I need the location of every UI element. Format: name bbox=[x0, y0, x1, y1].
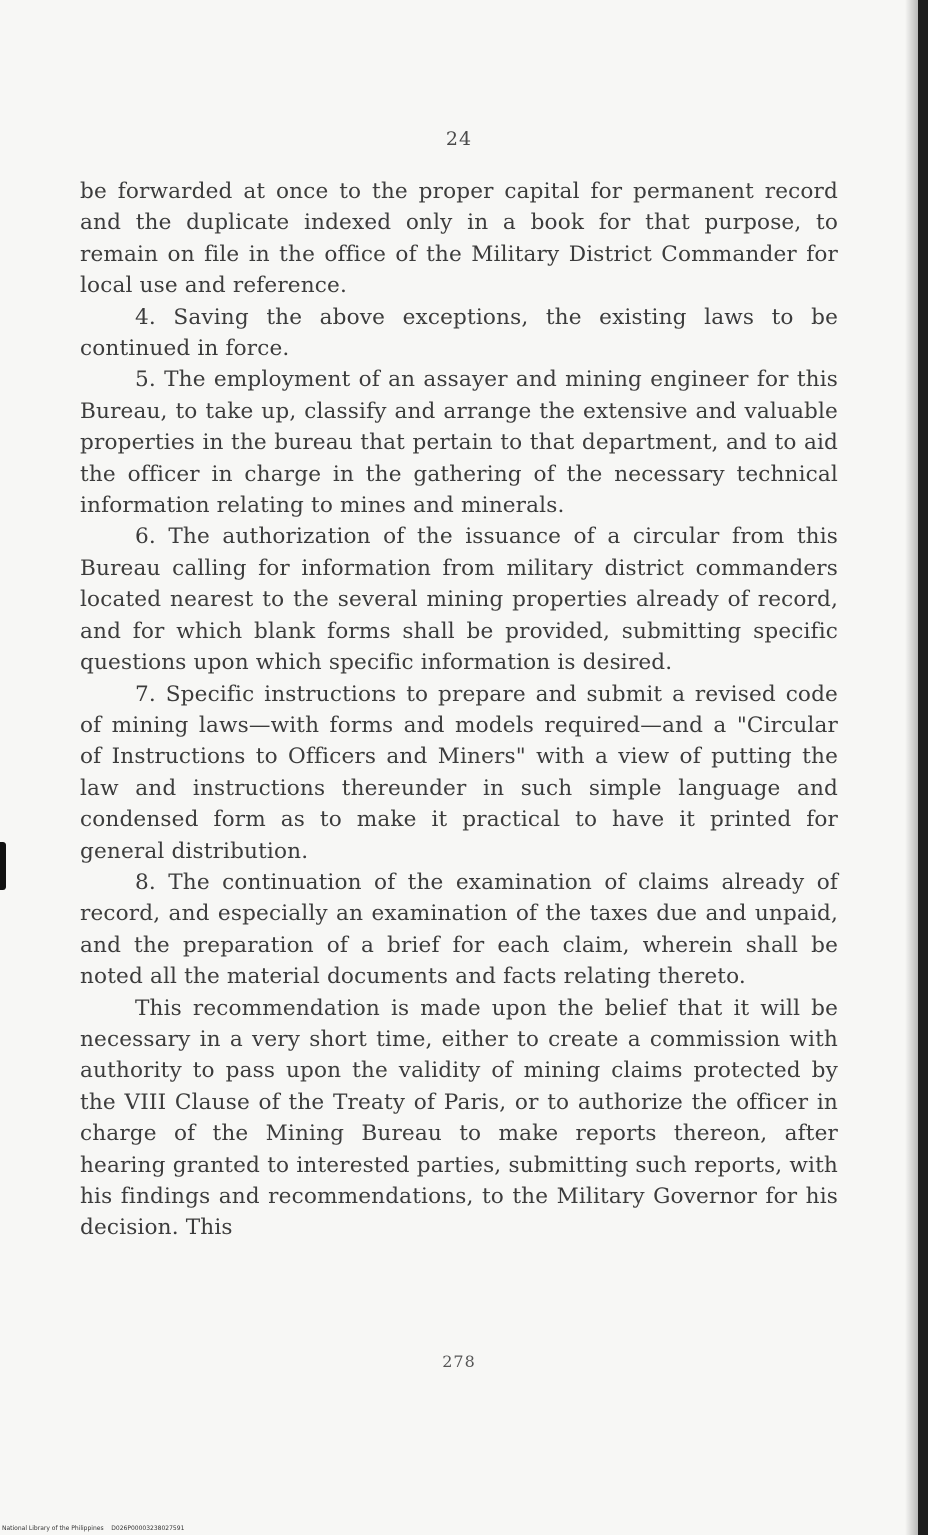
page-edge-shadow bbox=[905, 0, 918, 1535]
binding-edge-mark bbox=[0, 842, 6, 890]
scan-footer bbox=[2, 1525, 184, 1532]
paragraph-item-7: 7. Specific instructions to prepare and submit a revised code of mining laws—with forms and models required—and a "Circular of Instructions to Officers and Miners" with a view of putting the law and instructions thereunder in such simple language and condensed form as to make it practical to have it printed for general distribution. bbox=[80, 681, 838, 864]
paragraph-continuation: be forwarded at once to the proper capital for permanent record and the duplicate indexed only in a book for that purpose, to remain on file in the office of the Military District Commander for local use and reference. bbox=[80, 179, 838, 299]
paragraph-item-5: 5. The employment of an assayer and mining engineer for this Bureau, to take up, classify and arrange the extensive and valuable properties in the bureau that pertain to that department, and to aid the officer in charge in the gathering of the necessary technical information relating to mines and minerals. bbox=[80, 367, 838, 519]
page-number-bottom: 278 bbox=[442, 1352, 476, 1371]
paragraph-item-4: 4. Saving the above exceptions, the existing laws to be continued in force. bbox=[80, 304, 838, 362]
footer-identifier: D026P00003238027591 bbox=[111, 1525, 185, 1532]
paragraph-item-6: 6. The authorization of the issuance of a circular from this Bureau calling for information from military district commanders located nearest to the several mining properties already of record, and for which blank forms shall be provided, submitting specific questions upon which specific information is desired. bbox=[80, 524, 838, 676]
body-text bbox=[80, 176, 838, 1244]
footer-source: National Library of the Philippines bbox=[2, 1525, 104, 1532]
page-number-top: 24 bbox=[445, 128, 473, 150]
paragraph-item-8: 8. The continuation of the examination of claims already of record, and especially an examination of the taxes due and unpaid, and the preparation of a brief for each claim, wherein shall be noted all the material documents and facts relating thereto. bbox=[80, 869, 838, 990]
paragraph-recommendation: This recommendation is made upon the belief that it will be necessary in a very short time, either to create a commission with authority to pass upon the validity of mining claims protected by the VIII Clause of the Treaty of Paris, or to authorize the officer in charge of the Mining Bureau to make reports thereon, after hearing granted to interested parties, submitting such reports, with his findings and recommendations, to the Military Governor for his decision. This bbox=[80, 995, 838, 1241]
